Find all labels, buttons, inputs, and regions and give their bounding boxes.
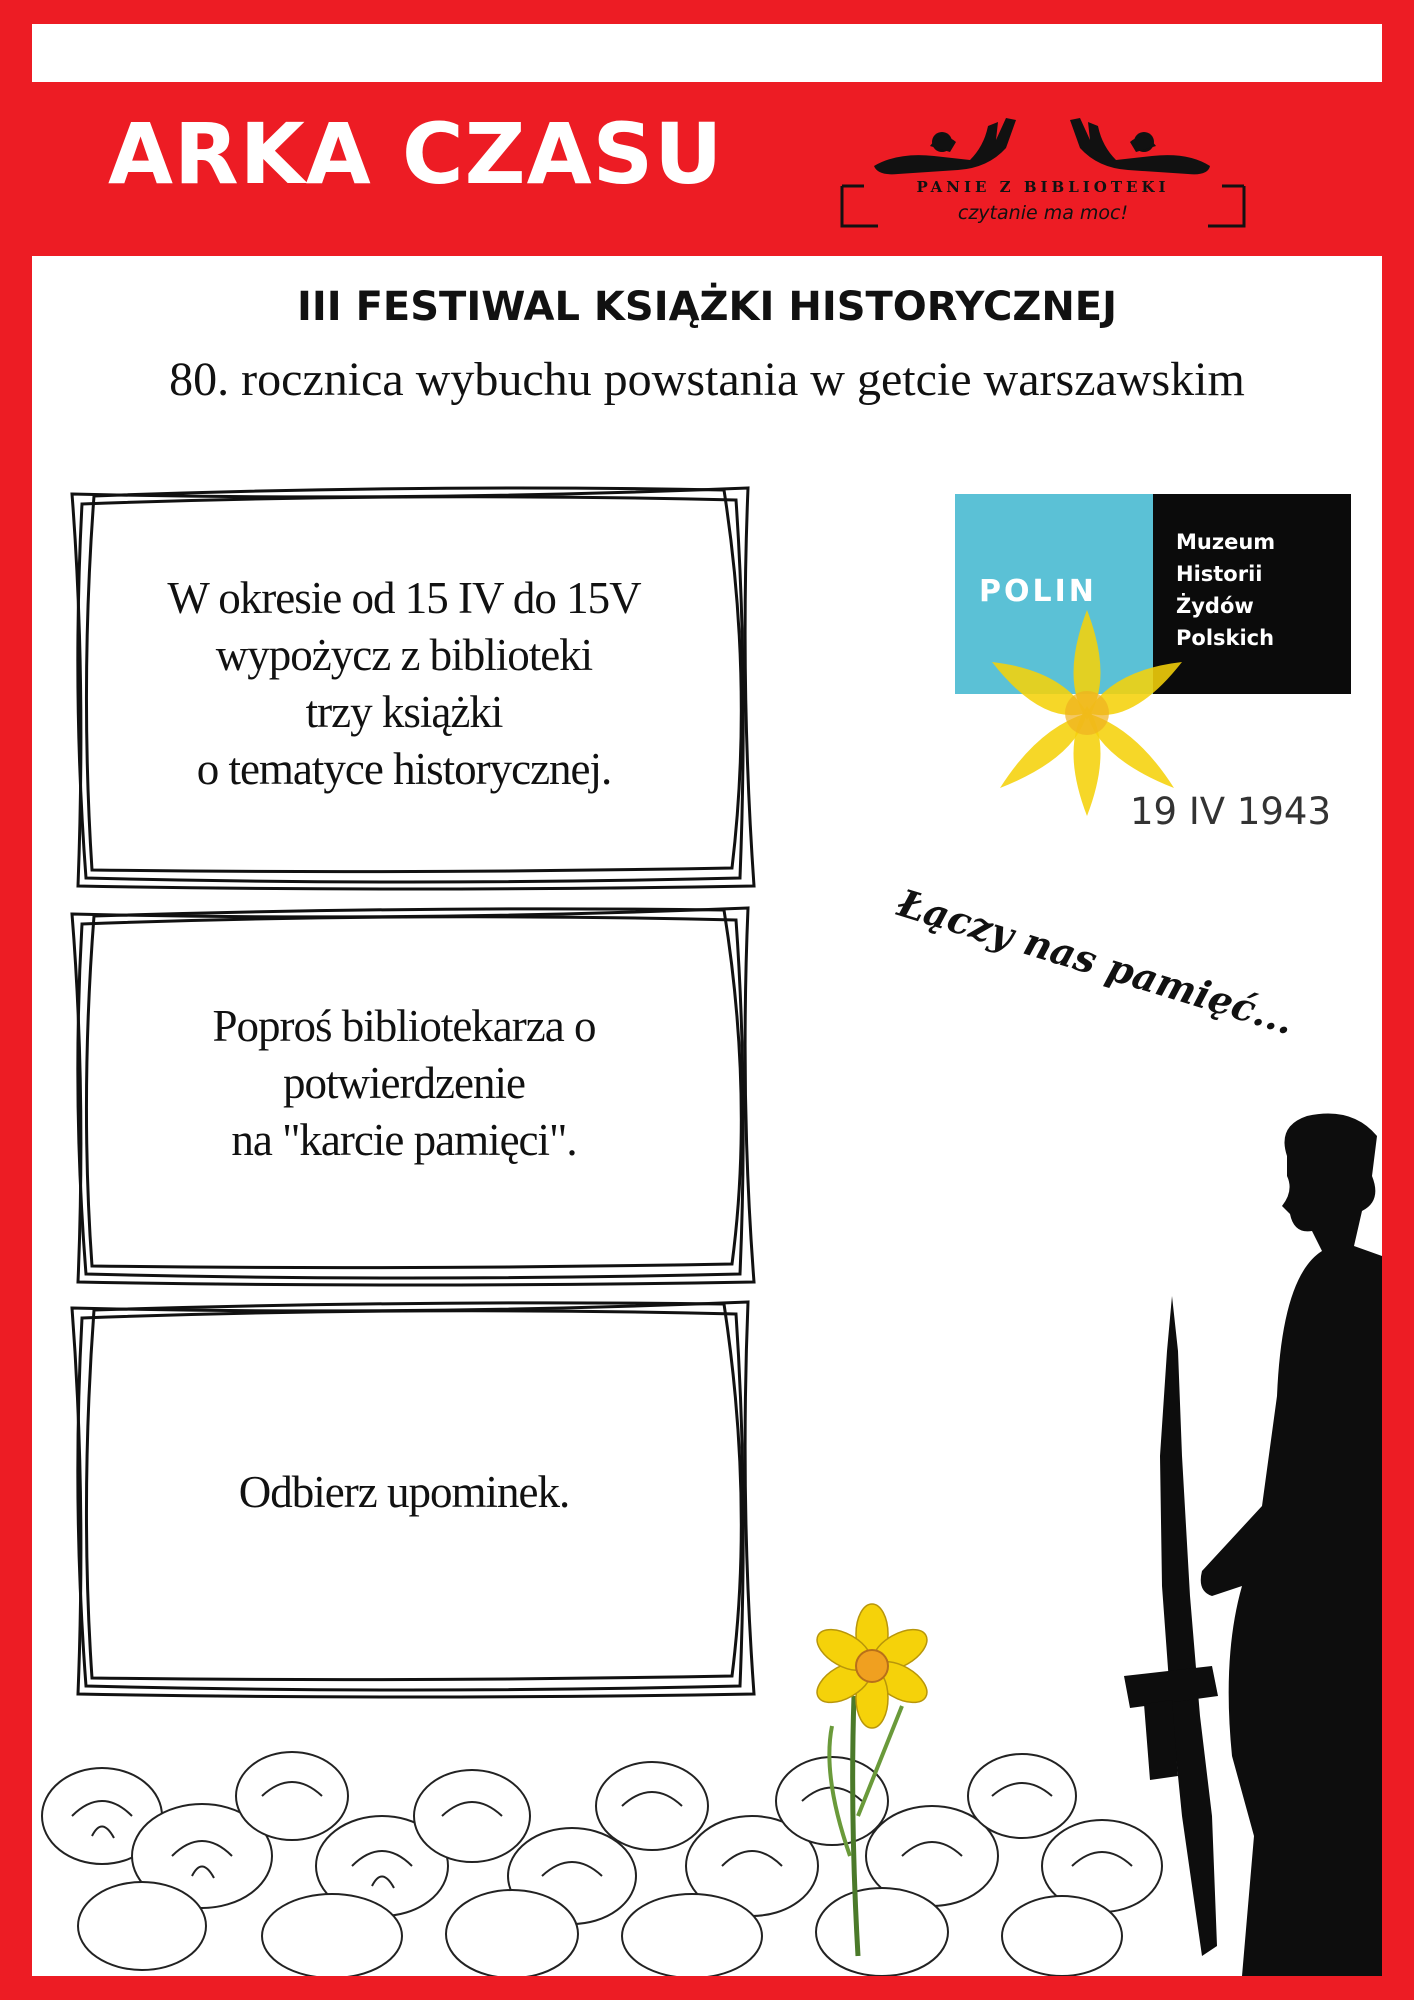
uprising-date: 19 IV 1943: [1130, 790, 1331, 833]
daffodil-field-icon: [42, 1752, 1162, 1976]
step-box-1: [64, 474, 744, 894]
library-logo-name: PANIE Z BIBLIOTEKI: [916, 178, 1170, 196]
library-logo: [838, 108, 1248, 238]
daffodil-star-icon: [992, 610, 1182, 816]
step-box-2: [64, 898, 744, 1288]
step-1-line-3: trzy książki: [305, 687, 503, 737]
step-1-line-2: wypożycz z biblioteki: [215, 630, 593, 680]
polin-name-line-3: Żydów: [1176, 594, 1254, 618]
motto-text: Łączy nas pamięć...: [892, 880, 1300, 1044]
page-title: ARKA CZASU: [108, 105, 724, 203]
step-2-line-3: na "karcie pamięci".: [231, 1115, 577, 1165]
soldier-silhouette-icon: [1124, 1114, 1382, 1977]
top-white-strip: [32, 24, 1382, 82]
polin-logo-word: POLIN: [979, 574, 1097, 609]
step-3-text: [84, 1464, 724, 1521]
step-2-line-1: Poproś bibliotekarza o: [212, 1001, 596, 1051]
polin-name-line-1: Muzeum: [1176, 530, 1276, 554]
library-logo-tagline: czytanie ma moc!: [957, 202, 1129, 224]
polin-name-line-2: Historii: [1176, 562, 1263, 586]
step-1-text: [84, 570, 724, 798]
polin-name-line-4: Polskich: [1176, 626, 1275, 650]
festival-title: III FESTIWAL KSIĄŻKI HISTORYCZNEJ: [297, 284, 1117, 330]
festival-subtitle: 80. rocznica wybuchu powstania w getcie warszawskim: [169, 353, 1245, 406]
step-2-line-2: potwierdzenie: [283, 1058, 525, 1108]
step-1-line-4: o tematyce historycznej.: [196, 744, 612, 794]
step-box-3: [64, 1292, 744, 1702]
step-1-line-1: W okresie od 15 IV do 15V: [167, 573, 641, 623]
step-3-line-1: Odbierz upominek.: [238, 1467, 570, 1517]
step-2-text: [84, 998, 724, 1169]
